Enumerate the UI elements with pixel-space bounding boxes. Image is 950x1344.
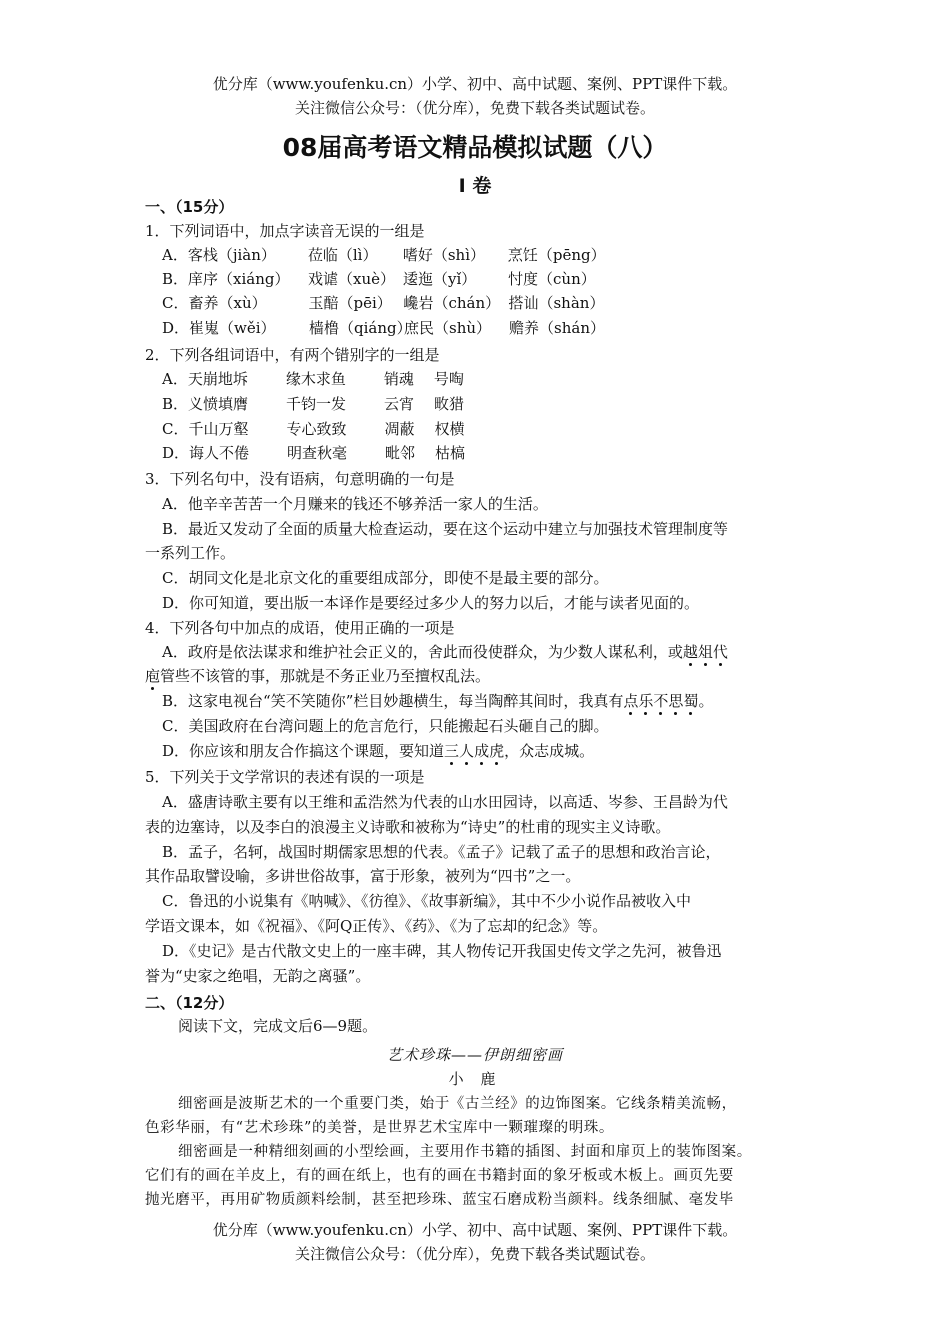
q5-option-d-cont: 誉为“史家之绝唱，无韵之离骚”。 xyxy=(145,967,371,985)
q1-option-a: A．客栈（jiàn） 莅临（lì） 嗜好（shì） 烹饪（pēng） xyxy=(162,246,606,264)
q1-option-c: C．畜养（xù） 玉醅（pēi） 巉岩（chán） 搭讪（shàn） xyxy=(162,294,605,312)
q3-option-d: D．你可知道，要出版一本译作是要经过多少人的努力以后，才能与读者见面的。 xyxy=(162,594,700,612)
q4-option-d: D．你应该和朋友合作搞这个课题，要知道三人成虎，众志成城。 xyxy=(162,742,595,760)
q1-option-b: B．庠序（xiáng） 戏谑（xuè） 逶迤（yǐ） 忖度（cùn） xyxy=(162,270,596,288)
q3-stem: 3．下列名句中，没有语病，句意明确的一句是 xyxy=(145,470,455,488)
q2-option-c: C．千山万壑 专心致致 凋蔽 权横 xyxy=(162,420,465,438)
section-1-heading: 一、（15分） xyxy=(145,198,234,216)
q5-option-a: A．盛唐诗歌主要有以王维和孟浩然为代表的山水田园诗，以高适、岑参、王昌龄为代 xyxy=(162,793,728,811)
q3-option-c: C．胡同文化是北京文化的重要组成部分，即使不是最主要的部分。 xyxy=(162,569,609,587)
q5-option-b: B．孟子，名轲，战国时期儒家思想的代表。《孟子》记载了孟子的思想和政治言论， xyxy=(162,843,721,861)
article-line: 它们有的画在羊皮上，有的画在纸上，也有的画在书籍封面的象牙板或木板上。画页先要 xyxy=(145,1168,734,1184)
dotted-idiom xyxy=(623,692,698,710)
q4-option-b: B．这家电视台“笑不笑随你”栏目妙趣横生，每当陶醉其间时，我真有点乐不思蜀。 xyxy=(162,692,714,710)
article-line: 细密画是一种精细刻画的小型绘画，主要用作书籍的插图、封面和扉页上的装饰图案。 xyxy=(178,1144,752,1160)
q5-option-d: D．《史记》是古代散文史上的一座丰碑，其人物传记开我国史传文学之先河，被鲁迅 xyxy=(162,942,722,960)
q3-option-b-cont: 一系列工作。 xyxy=(145,544,236,562)
q2-option-b: B．义愤填膺 千钧一发 云宵 畋猎 xyxy=(162,395,465,413)
emphasis-char: 俎 xyxy=(697,643,713,661)
emphasis-char: 越 xyxy=(682,643,698,661)
q3-option-a: A．他辛辛苦苦一个月赚来的钱还不够养活一家人的生活。 xyxy=(162,495,548,513)
dotted-idiom xyxy=(444,742,504,760)
emphasis-char: 思 xyxy=(668,692,684,710)
q2-option-a: A．天崩地坼 缘木求鱼 销魂 号啕 xyxy=(162,370,464,388)
q1-option-d: D．崔嵬（wěi） 樯橹（qiáng）庶民（shù） 赡养（shán） xyxy=(162,319,605,337)
reading-intro: 阅读下文，完成文后6—9题。 xyxy=(178,1017,378,1035)
q5-stem: 5．下列关于文学常识的表述有误的一项是 xyxy=(145,768,425,786)
q2-stem: 2．下列各组词语中，有两个错别字的一组是 xyxy=(145,346,440,364)
article-author: 小 鹿 xyxy=(448,1070,502,1088)
q1-stem: 1．下列词语中，加点字读音无误的一组是 xyxy=(145,222,425,240)
emphasis-char: 乐 xyxy=(638,692,654,710)
article-line: 抛光磨平，再用矿物质颜料绘制，甚至把珍珠、蓝宝石磨成粉当颜料。线条细腻、毫发毕 xyxy=(145,1192,734,1208)
dotted-idiom xyxy=(683,643,728,661)
q4-option-c: C．美国政府在台湾问题上的危言危行，只能搬起石头砸自己的脚。 xyxy=(162,717,609,735)
emphasis-char: 蜀 xyxy=(683,692,699,710)
page-title: 08届高考语文精品模拟试题（八） xyxy=(282,133,668,162)
emphasis-char: 庖 xyxy=(145,667,161,685)
emphasis-char: 点 xyxy=(623,692,639,710)
footer-line-2: 关注微信公众号：（优分库），免费下载各类试题试卷。 xyxy=(294,1245,655,1263)
q4-option-a-cont: 庖管些不该管的事，那就是不务正业乃至擅权乱法。 xyxy=(145,667,491,685)
volume-label: Ⅰ 卷 xyxy=(458,175,492,197)
q4-option-a: A．政府是依法谋求和维护社会正义的，舍此而役使群众，为少数人谋私利，或越俎代 xyxy=(162,643,728,661)
q5-option-c: C．鲁迅的小说集有《呐喊》、《彷徨》、《故事新编》，其中不少小说作品被收入中 xyxy=(162,892,691,910)
header-line-2: 关注微信公众号：（优分库），免费下载各类试题试卷。 xyxy=(294,99,655,117)
q5-option-c-cont: 学语文课本，如《祝福》、《阿Q正传》、《药》、《为了忘却的纪念》等。 xyxy=(145,917,608,935)
article-title: 艺术珍珠——伊朗细密画 xyxy=(386,1046,563,1064)
emphasis-char: 人 xyxy=(459,742,475,760)
q5-option-b-cont: 其作品取譬设喻，多讲世俗故事，富于形象，被列为“四书”之一。 xyxy=(145,867,581,885)
q4-stem: 4．下列各句中加点的成语，使用正确的一项是 xyxy=(145,619,455,637)
q2-option-d: D．诲人不倦 明查秋毫 毗邻 枯槁 xyxy=(162,444,466,462)
emphasis-char: 代 xyxy=(712,643,728,661)
section-2-heading: 二、（12分） xyxy=(145,994,234,1012)
q5-option-a-cont: 表的边塞诗，以及李白的浪漫主义诗歌和被称为“诗史”的杜甫的现实主义诗歌。 xyxy=(145,818,671,836)
header-line-1: 优分库（www.youfenku.cn）小学、初中、高中试题、案例、PPT课件下载。 xyxy=(212,75,738,93)
dotted-idiom xyxy=(145,667,160,685)
article-line: 色彩华丽，有“艺术珍珠”的美誉，是世界艺术宝库中一颗璀璨的明珠。 xyxy=(145,1120,615,1136)
emphasis-char: 成 xyxy=(474,742,490,760)
footer-line-1: 优分库（www.youfenku.cn）小学、初中、高中试题、案例、PPT课件下载。 xyxy=(212,1221,738,1239)
emphasis-char: 不 xyxy=(653,692,669,710)
emphasis-char: 三 xyxy=(444,742,460,760)
q3-option-b: B．最近又发动了全面的质量大检查运动，要在这个运动中建立与加强技术管理制度等 xyxy=(162,520,729,538)
article-line: 细密画是波斯艺术的一个重要门类，始于《古兰经》的边饰图案。它线条精美流畅， xyxy=(178,1096,737,1112)
emphasis-char: 虎 xyxy=(489,742,505,760)
